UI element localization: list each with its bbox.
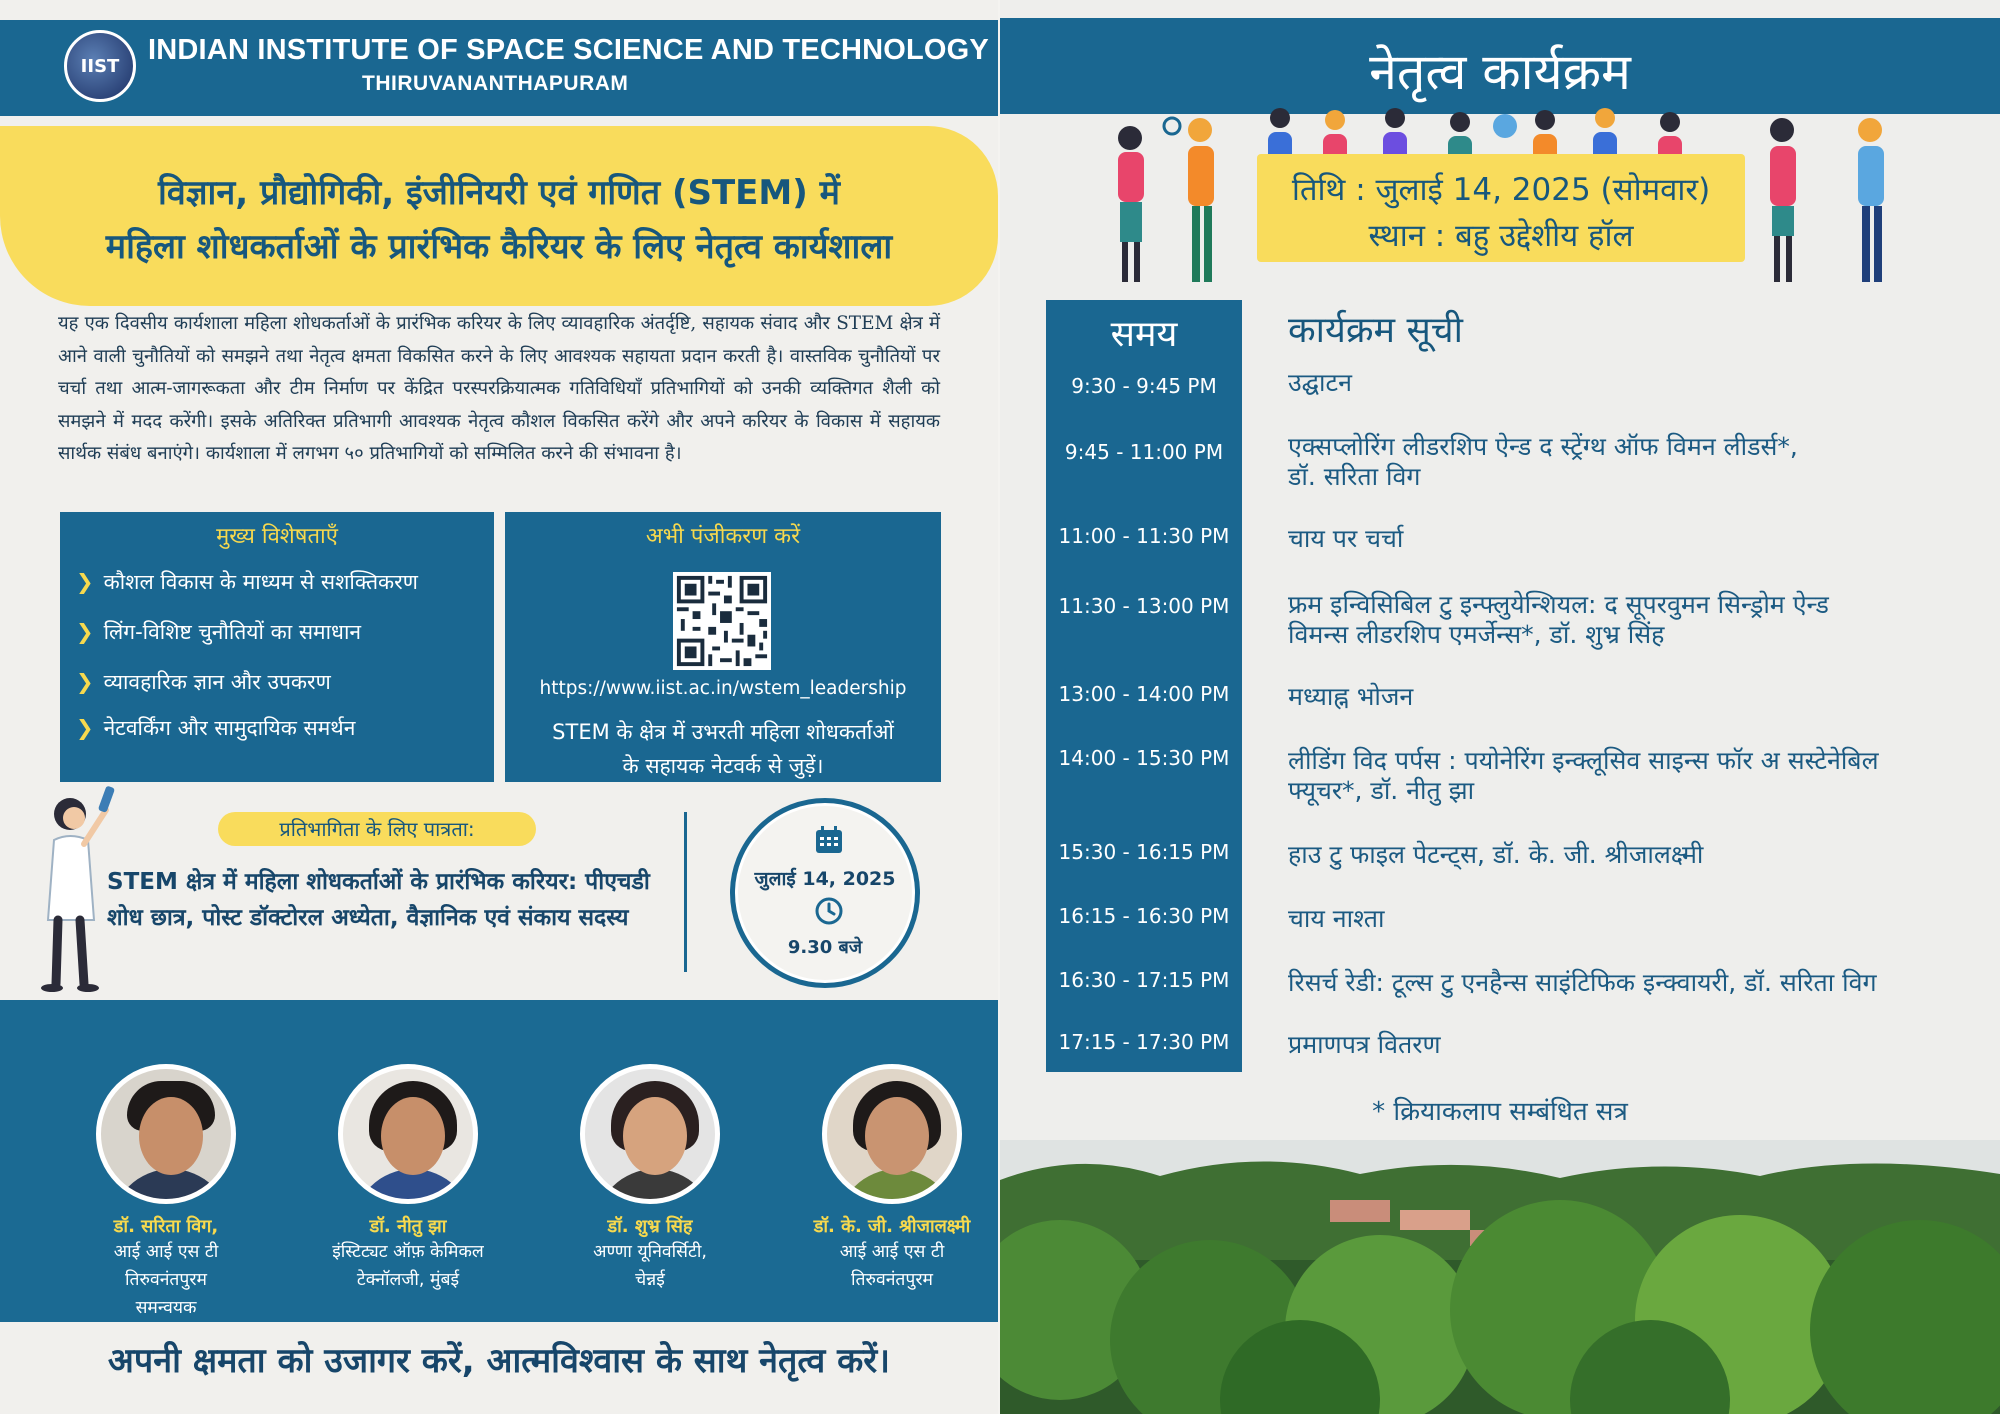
campus-forest-photo <box>1000 1140 2000 1414</box>
speaker-affiliation: इंस्टिट्यट ऑफ़ केमिकल <box>332 1242 484 1262</box>
register-note-line-1: STEM के क्षेत्र में उभरती महिला शोधकर्ताओं <box>552 720 894 744</box>
divider <box>684 812 687 972</box>
time-slot: 11:30 - 13:00 PM <box>1058 594 1230 618</box>
eligibility-text: STEM क्षेत्र में महिला शोधकर्ताओं के प्रारंभिक करियर: पीएचडी शोध छात्र, पोस्ट डॉक्टोरल अध्येता, वैज्ञानिक एवं संकाय सदस्य <box>107 869 650 931</box>
speaker-card <box>56 1064 276 1322</box>
title-banner <box>0 126 998 306</box>
schedule-item: मध्याह्न भोजन <box>1288 682 1414 711</box>
speaker-affiliation: अण्णा यूनिवर्सिटी, <box>593 1242 707 1262</box>
feature-item <box>76 668 331 696</box>
speaker-photo <box>822 1064 962 1204</box>
register-url[interactable]: https://www.iist.ac.in/wstem_leadership <box>539 678 907 699</box>
chevron-right-icon: ❯ <box>76 670 94 694</box>
schedule-item: फ्रम इन्विसिबिल टु इन्फ्लुयेन्शियल: द सूपरवुमन सिन्ड्रोम ऐन्ड विमन्स लीडरशिप एमर्जेन्स*, डॉ. शुभ्र सिंह <box>1288 590 1829 649</box>
speaker-affiliation: तिरुवनंतपुरम <box>851 1270 933 1290</box>
time-slot: 16:15 - 16:30 PM <box>1058 904 1230 928</box>
speaker-card <box>782 1064 998 1294</box>
speaker-card <box>298 1064 518 1294</box>
schedule-item: एक्सप्लोरिंग लीडरशिप ऐन्ड द स्ट्रेंग्थ ऑफ विमन लीडर्स*, डॉ. सरिता विग <box>1288 432 1798 491</box>
features-title: मुख्य विशेषताएँ <box>216 524 338 549</box>
event-date: जुलाई 14, 2025 <box>754 868 896 890</box>
speaker-name: डॉ. के. जी. श्रीजालक्ष्मी <box>813 1216 971 1237</box>
time-slot: 14:00 - 15:30 PM <box>1058 746 1230 770</box>
feature-item <box>76 618 361 646</box>
iist-logo: IIST <box>64 30 136 102</box>
schedule-item: रिसर्च रेडी: टूल्स टु एनहैन्स साइंटिफिक इन्क्वायरी, डॉ. सरिता विग <box>1288 968 1877 997</box>
feature-item <box>76 714 355 742</box>
time-slot: 15:30 - 16:15 PM <box>1058 840 1230 864</box>
feature-label: लिंग-विशिष्ट चुनौतियों का समाधान <box>103 620 362 644</box>
time-slot: 17:15 - 17:30 PM <box>1058 1030 1230 1054</box>
title-line-1: विज्ञान, प्रौद्योगिकी, इंजीनियरी एवं गणित (STEM) में <box>158 173 840 213</box>
speaker-card <box>540 1064 760 1294</box>
time-header: समय <box>1110 314 1178 355</box>
schedule-header: कार्यक्रम सूची <box>1288 310 1463 351</box>
tagline: अपनी क्षमता को उजागर करें, आत्मविश्वास के साथ नेतृत्व करें। <box>107 1341 891 1381</box>
speaker-affiliation: आई आई एस टी <box>839 1242 945 1262</box>
clock-icon <box>814 895 844 925</box>
speaker-name: डॉ. नीतु झा <box>369 1216 447 1237</box>
schedule-item: हाउ टु फाइल पेटन्ट्स, डॉ. के. जी. श्रीजालक्ष्मी <box>1288 840 1704 869</box>
schedule-item: प्रमाणपत्र वितरण <box>1288 1030 1441 1059</box>
time-slot: 13:00 - 14:00 PM <box>1058 682 1230 706</box>
program-schedule <box>1000 0 2000 1414</box>
speaker-affiliation: आई आई एस टी <box>113 1242 219 1262</box>
features-box <box>60 512 494 782</box>
speaker-photo <box>580 1064 720 1204</box>
time-column <box>1046 300 1242 1072</box>
chevron-right-icon: ❯ <box>76 716 94 740</box>
time-slot: 16:30 - 17:15 PM <box>1058 968 1230 992</box>
program-title: नेतृत्व कार्यक्रम <box>1369 43 1631 101</box>
qr-code[interactable] <box>673 572 771 670</box>
institute-header <box>0 20 998 116</box>
register-note-line-2: के सहायक नेटवर्क से जुड़ें। <box>622 754 824 778</box>
speaker-affiliation: टेक्नॉलजी, मुंबई <box>356 1270 460 1290</box>
speaker-role: समन्वयक <box>135 1298 197 1318</box>
title-line-2: महिला शोधकर्ताओं के प्रारंभिक कैरियर के लिए नेतृत्व कार्यशाला <box>105 227 893 267</box>
schedule-item: उद्घाटन <box>1288 368 1352 397</box>
program-header <box>1000 18 2000 114</box>
footnote: * क्रियाकलाप सम्बंधित सत्र <box>1372 1097 1628 1127</box>
intro-paragraph: यह एक दिवसीय कार्यशाला महिला शोधकर्ताओं के प्रारंभिक करियर के लिए व्यावहारिक अंतर्दृष्टि, सहायक संवाद और STEM क्षेत्र में आने वाली चुनौतियों को समझने तथा नेतृत्व क्षमता विकसित करने के लिए आवश्यक सहायता प्रदान करती है। वास्तविक चुनौतियों पर चर्चा तथा आत्म-जागरूकता और टीम निर्माण पर केंद्रित परस्परक्रियात्मक गतिविधियाँ प्रतिभागियों को उनकी व्यक्तिगत शैली को समझने में मदद करेंगी। इसके अतिरिक्त प्रतिभागी आवश्यक नेतृत्व कौशल विकसित करेंगे और अपने करियर के विकास में सहायक सार्थक संबंध बनाएंगे। कार्यशाला में लगभग ५० प्रतिभागियों को सम्मिलित करने की संभावना है। <box>58 313 940 464</box>
institute-city: THIRUVANANTHAPURAM <box>362 72 629 95</box>
chevron-right-icon: ❯ <box>76 570 94 594</box>
date-venue-box <box>1257 154 1745 262</box>
speaker-photo <box>338 1064 478 1204</box>
institute-name: INDIAN INSTITUTE OF SPACE SCIENCE AND TECHNOLOGY <box>148 34 989 66</box>
program-date: तिथि : जुलाई 14, 2025 (सोमवार) <box>1291 172 1711 208</box>
feature-item <box>76 568 418 596</box>
register-title: अभी पंजीकरण करें <box>645 524 801 549</box>
speaker-affiliation: चेन्नई <box>635 1270 665 1290</box>
calendar-icon <box>814 825 844 855</box>
speaker-name: डॉ. शुभ्र सिंह <box>607 1216 693 1237</box>
schedule-item: चाय नाश्ता <box>1288 904 1385 933</box>
time-slot: 9:45 - 11:00 PM <box>1064 440 1224 464</box>
speaker-photo <box>96 1064 236 1204</box>
schedule-item: लीडिंग विद पर्पस : पयोनेरिंग इन्क्लूसिव साइन्स फॉर अ सस्टेनेबिल फ्यूचर*, डॉ. नीतु झा <box>1288 746 1879 805</box>
speaker-affiliation: तिरुवनंतपुरम <box>125 1270 207 1290</box>
register-box <box>505 512 941 782</box>
scientist-illustration <box>18 780 118 1000</box>
date-time-badge <box>730 798 920 988</box>
chevron-right-icon: ❯ <box>76 620 94 644</box>
time-slot: 9:30 - 9:45 PM <box>1071 374 1217 398</box>
speaker-name: डॉ. सरिता विग, <box>113 1216 219 1237</box>
feature-label: नेटवर्किंग और सामुदायिक समर्थन <box>103 716 356 740</box>
workshop-flyer <box>0 0 998 1414</box>
feature-label: व्यावहारिक ज्ञान और उपकरण <box>103 670 331 694</box>
program-venue: स्थान : बहु उद्देशीय हॉल <box>1368 218 1634 254</box>
time-slot: 11:00 - 11:30 PM <box>1058 524 1230 548</box>
feature-label: कौशल विकास के माध्यम से सशक्तिकरण <box>103 570 418 594</box>
schedule-item: चाय पर चर्चा <box>1288 524 1404 553</box>
eligibility-label: प्रतिभागिता के लिए पात्रता: <box>218 812 536 846</box>
event-time: 9.30 बजे <box>787 937 863 958</box>
